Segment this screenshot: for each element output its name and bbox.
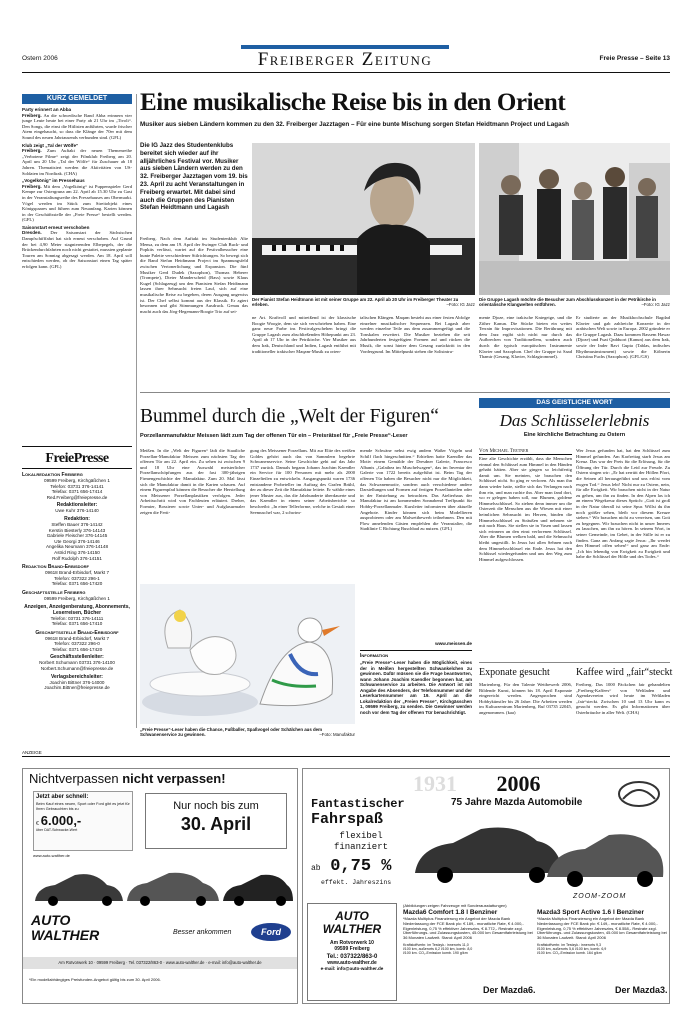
voucher-box	[33, 791, 133, 851]
imprint-line: Telefon: 037322 296-1	[54, 575, 100, 581]
imprint-line: 09618 Brand-Erbisdorf, Markt 7	[44, 635, 110, 641]
wort-subhead: Eine kirchliche Betrachtung zu Ostern	[523, 432, 626, 438]
photo-lagash	[479, 143, 670, 295]
auto-walther-logo: AUTO WALTHER	[31, 912, 100, 943]
zins-block: ab 0,75 %	[311, 857, 392, 876]
mazda-note: (Abbildungen zeigen Fahrzeuge mit Sonderausstattungen)	[403, 903, 507, 908]
mazda6-fuel: Kraftstoffverbr. im Testzyk.: innerorts 11,0 l/100 km, außerorts 6,2 l/100 km, komb. 8,0 l/100 km. CO₂-Emission komb. 190 g/km	[403, 942, 473, 956]
fantastischer: Fantastischer	[311, 797, 405, 811]
deadline-date: 30. April	[180, 814, 252, 834]
imprint	[22, 472, 132, 727]
mazda3-offer: Mazda3 Sport Active 1.6 l Benziner *Mazda Multiplus Finanzierung ein Angebot der Mazda Bank Niederlassung der FCE Bank plc: € 149,- monatliche Rate, € 4.000,- Eigenleistung, 0,75 % effektiver Jahreszins, € 8.558,- Restrate zzgl. Überführungs- und Zulassungskosten, 45.000 km Gesamtfahrleistung bei 36 Monaten Laufzeit. Stand: April 2006 Kraftstoffverbr. im Testzyk.: innerorts 9,3 l/100 km, außerorts 5,6 l/100 km, komb. 6,9 l/100 km. CO₂-Emission komb. 164 g/km	[537, 909, 667, 956]
nur-label: Nur noch bis zum	[173, 800, 259, 812]
article2-col3: mende Schwäne nebst ewig andern Waßer Vögeln und Schilf flach hingeschnitten.“ Erhielten hatte Kaendler das Motiv einem Gemälde der Dresdner Galerie, Francesco Albanis „Galathea im Muschelwagen“, das im Inventar der Galerie von 1722 bereits aufgeführt ist. Beim Tag der offenen Tür haben die Besucher nicht nur die Möglichkeit, das Schwanenmotiv, sondern auch verschiedene andere Darstellungen und Formen auf fertigen Porzellanteilen oder in der Entstehung zu betrachten. Das Atelierhaus der Manufaktur ist am kommenden Sonnabend Treffpunkt für Hobby-Porzellanmaler. Kursleiter informieren über aktuelle Angebote. Kinder können sich beim Modellieren ausprobieren oder am Malwettbewerb teilnehmen. Den mit Plow annelenden Gästen empfehlen die Veranstalter, die Stadtlinie C Richtung Buschbad zu nutzen. (GFL)	[360, 448, 472, 532]
article1-bottom-rule	[140, 392, 670, 393]
article2-subhead: Porzellanmanufaktur Meissen lädt zum Tag der offenen Tür ein – Preisrätsel für „Freie Presse“-Leser	[140, 433, 408, 439]
ad-label: ANZEIGE	[22, 750, 42, 755]
mazda-cars-icon	[409, 815, 665, 893]
imprint-heading: Anzeigen, Anzeigenberatung, Abonnements, Leserreisen, Bücher	[24, 603, 130, 616]
euro-symbol: €	[36, 821, 39, 827]
mazda-ad[interactable]	[302, 768, 670, 1004]
article1-lead: Die IG Jazz des Studentenklubs bereitet sich wieder auf ihr alljährliches Festival vor. Musiker aus sieben Ländern werden zu den 32. Freiberger Jazztagen vom 19. bis 23. April zu acht Veranstaltungen in Freiberg erwartet. Mit dabei sind auch die Gruppen des Pianisten Stefan Heidtmann und Lagash	[140, 142, 248, 212]
article1-subhead: Musiker aus sieben Ländern kommen zu den 32. Freiberger Jazztagen – Für eine bunte Mischung sorgen Stefan Heidtmann Project und Lagash	[140, 121, 569, 128]
imprint-line: Telefax: 0371 656-17410	[51, 621, 103, 627]
besser-ankommen: Besser ankommen	[173, 929, 232, 936]
photo-caption-heidtmann: Der Pianist Stefan Heidtmann ist mit seiner Gruppe am 22. April ab 20 Uhr im Freiberger Theater zu erleben. –Foto: IG Jazz	[252, 297, 475, 308]
walther-box: AUTO WALTHER Am Rotvorwerk 10 09599 Freiberg Tel.: 037322/863-0 www.auto-walther.de e-mail: info@auto-walther.de	[307, 903, 397, 1001]
fahrspass: Fahrspaß	[311, 811, 384, 828]
imprint-line: Uwe Kuhr 376-14140	[55, 508, 99, 514]
freie-presse-logo: FreiePresse	[45, 451, 109, 466]
ford-logo: Ford	[251, 923, 291, 941]
voucher-small2: über DAT-Schwacke-Wert	[36, 828, 78, 832]
kaffee-headline: Kaffee wird „fair“steckt	[576, 667, 673, 678]
imprint-line: Telefax: 0371 656-17414	[51, 489, 103, 495]
imprint-heading: Geschäftsstelle Brand-Erbisdorf	[35, 629, 119, 636]
imprint-rule	[22, 468, 132, 469]
imprint-line: Gabriele Fleischer 376-14145	[46, 533, 108, 539]
ford-ad[interactable]	[22, 768, 298, 1004]
imprint-line: 09599 Freiberg, Kirchgäßchen 1	[44, 595, 110, 601]
flexibel: flexibel finanziert	[333, 831, 388, 852]
masthead: Freiberger Zeitung	[257, 49, 433, 70]
imprint-heading: Verlagsbereichsleiter:	[51, 673, 103, 680]
article1-col1: Freiberg. Nach dem Auftakt im Studentenklub Alte Mensa, zu dem am 19. April der Swinger Club Buck- und Popkits verlässt, wartet auf die Festivalbesucher eine bunte Palette verschiedener Stilrichtungen. So bewegt sich die Band Stefan Heidtmann Project im Spannungsfeld zwischen Vertonerlichung und Expansion. Die fünf Musiker Gerd Dudek (Saxophon), Thomas Heberer (Trompete), Dieter Manderscheid (Bass) sowie Klaus Kugel (Schlagzeug) um den Pianisten Stefan Heidtmann lassen ihrer Sehnsucht freien Lauf, sich auf eine musikalische Reise zu begeben, deren Ausgang ungewiss ist. Der Chef selbst kommt aus der Klassik. Er agiert besonnen und gibt Stimmungen Ausdruck. Genau das macht auch das Jörg-Hegemann-Boogie Trio auf sei-	[140, 236, 248, 314]
exponate-text: Marienberg. Für den Talente Wettbewerb 2006, Bildende Kunst, können bis 18. April Exponate eingereicht werden. Angesprochen sind Hobbykünstler bis 26 Jahre. Die Arbeiten werden im Kulturzentrum Marienberg, Ruf 03735 22045, angenommen. (kaa)	[479, 682, 572, 715]
ad-footnote: *Ein modellabhängiges Preisfunden-Angebot gültig bis zum 30. April 2006.	[29, 977, 161, 982]
mazda3-fuel: Kraftstoffverbr. im Testzyk.: innerorts 9,3 l/100 km, außerorts 5,6 l/100 km, komb. 6,9 l/100 km. CO₂-Emission komb. 164 g/km	[537, 942, 607, 956]
info-rule	[360, 650, 472, 651]
imprint-line: Norbert Schumann 03731 376-14100	[39, 660, 115, 666]
kaffee-text: Freiberg. Das 1000 Päckchen fair gehandelten „Freiberg-Kaffees“ von Weltladen und Agendavereirn wird heute im Weltladen „fair“steckt. Zwischen 10 und 13 Uhr kann es gesucht werden. Es gibt Informationen über Osterbräuche in aller Welt. (CHA)	[576, 682, 670, 715]
imprint-top-rule	[22, 446, 132, 447]
wort-bottom-rule	[479, 662, 670, 663]
imprint-line: Astrid Ring 376-14150	[54, 549, 100, 555]
imprint-heading: Geschäftsstelle Freiberg	[22, 589, 86, 596]
photo-porcelain	[140, 584, 355, 724]
voucher-small: Beim Kauf eines neuen, Sport oder Ford gibt es jetzt für Ihren Gebrauchten bis zu	[36, 802, 130, 811]
exponate-headline: Exponate gesucht	[479, 667, 550, 678]
wort-headline: Das Schlüsselerlebnis	[499, 411, 650, 430]
article1-col2: ne Art. Kraftvoll und mitreißend ist der klassische Boogie Woogie, dem sie sich verschrieben haben. Eine ganz neue Farbe ins Festivalgeschehen bringt die Gruppe Lagash zum abschließenden Höhepunkt am 23. April ab 17 Uhr in der Petrikirche. Vier Musiker aus dem Irak, Deutschland und Indien, Lagash entführt mit traditioneller irakischer Maqam-Musik zu orien-	[252, 315, 356, 354]
jubilee-text: 75 Jahre Mazda Automobile	[451, 797, 583, 808]
imprint-line: 09618 Brand-Erbisdorf, Markt 7	[44, 570, 110, 576]
kurz-item: Party erinnert an Abba Freiberg. An die schwedische Band Abba erinnern vier junge Leute heute bei einer Party ab 21 Uhr im „Tivoli“. Den Songs, die einst die Hitlisten anführten, wurde frischer Atem eingehaucht, so dass die Klänge der 70er mit dem Sound des neuen Jahrtausends verbunden sind. (GFL)	[22, 107, 132, 140]
imprint-line: Rolf Rudolph 376-14151	[52, 555, 102, 561]
imprint-line: Telefon: 03731 376-14141	[50, 483, 104, 489]
kurz-gemeldet-title: KURZ GEMELDET	[22, 94, 132, 104]
walther-addr1: Am Rotvorwerk 10	[330, 940, 374, 946]
mazda6-brand: Der Mazda6.	[483, 985, 536, 995]
wort-author: Von Michael Teetner	[479, 448, 572, 455]
voucher-amount: € 6.000,-	[36, 813, 82, 828]
deadline-box	[145, 793, 287, 849]
meissen-url[interactable]: www.meissen.de	[435, 641, 472, 646]
geistliche-wort-kicker: DAS GEISTLICHE WORT	[479, 398, 670, 408]
ford-ad-headline: Nichtverpassen nicht verpassen!	[29, 771, 226, 786]
kurz-gemeldet-list	[22, 107, 132, 452]
kurz-item: Klub zeigt „Tal der Wölfe“ Freiberg. Zum Auftakt der neuen Themenreihe „Verbotene Filme“ zeigt der Filmklub Freiberg am 20. April um 20 Uhr „Tal der Wölfe“ für Zuschauer ab 18 Jahren. Thematisiert werden die Aktivitäten von US-Soldaten im Nordirak. (CHA)	[22, 142, 132, 176]
wort-col2: Wer Jesus gefunden hat, hat den Schlüssel zum Himmel gefunden. Am Karfreitag starb Jesus am Kreuz. Das war der Preis für die Erlösung, für die Öffnung der Tür. Durch die Leid zur Freude. Zu Ostern singen wir: „Er hat zerrütt der Höllen Pfort, die Seinen all herausgeführt und uns erlöst vom ewgen Tod.“ Jesus lebt! Nicht nur zu Ostern, nein, für alle Ewigkeit. Wir brauchen nicht in der Natur zu gehen, um ihn zu finden. In den Alpen las ich an einem Wegekreuz dieses Sprüch: „Gott ist groß in der Natur überall ist seine Spur. Willst du ihn noch größer sehen, bleib vor diesem Kreuze stehen.“ Wir brauchen nicht zu verreisen, um Gott zu begegnen. Wir brauchen nicht in unser Inneres zu lauschen, um ihn zu hören. In seinem Wort, in seiner Gemeinde, im Gebet, in der Stille ist er zu finden. Ganz am Anfang sagte Jesus: „Ihr werdet den Himmel offen sehen!“ und ganz am Ende: „Ich bin lebendig von Ewigkeit zu Ewigkeit und habe die Schlüssel der Hölle und des Todes.“	[576, 448, 670, 560]
band-photo-icon	[479, 143, 670, 295]
porcelain-figure-icon	[140, 584, 355, 724]
imprint-heading: Lokalredaktion Freiberg	[22, 472, 83, 478]
imprint-line: Norbert.Schumann@freiepresse.de	[40, 666, 114, 672]
walther-web[interactable]: www.auto-walther.de	[327, 960, 377, 966]
header-rule	[22, 72, 670, 73]
edition-date: Ostern 2006	[22, 55, 58, 62]
kurz-item: Saisonstart erneut verschoben Dresden. Der Saisonstart der Sächsischen Dampfschifffahrt hat sich erneut verschoben. Auf Grund der bei 4,90 Meter stagnierenden Elbepegels, der die Brückendurchfahrten noch nicht gestattet, mussten geplante Touren am Sonntag abgesagt werden. Am 18. April soll entschieden werden, ob der Saisonstart einen Tag später erfolgen kann. (GFL)	[22, 224, 132, 270]
walther-mail[interactable]: e-mail: info@auto-walther.de	[320, 966, 384, 971]
article1-col4: mente Djoze, eine irakische Kniegeige, und die Zither Kanun. Die Stücke bieten ein weites Terrain für Improvisationen. Die Berührung mit dem Jazz ergibt sich nicht nur durch das Aufbrechen von Traditionellem, sondern auch durch die typisch europäischen Instrumente Klavier und Saxophon. Chef der Gruppe ist Saad Thamir (Gesang, Klavier, Schlagtrommel).	[479, 315, 572, 360]
photo-heidtmann	[252, 143, 475, 295]
imprint-heading: Redaktion:	[64, 515, 90, 522]
mazda3-brand: Der Mazda3.	[615, 985, 668, 995]
article1-col3: talischen Klängen. Maqam besteht aus einer festen Abfolge einzelner musikalischer Sequenzen. Bei Lagash aber werden einzelne Teile aus dem zusammengefügt und die Tonskalen erweitert. Die Musiker beziehen die seit Jahrhunderten festgefügten Formen auf und rücken die Musik, die sonst hinter dem Gesang zurücktritt in den Vordergrund. Im Mittelpunkt stehen die Solisintru-	[360, 315, 470, 354]
imprint-heading: Redaktion Brand-Erbisdorf	[22, 564, 89, 571]
jetzt-label: Jetzt aber schnell:	[36, 794, 89, 800]
imprint-line: Steffen Bauer 376-14142	[51, 521, 103, 527]
photo-caption-lagash: Die Gruppe Lagash möchte die Besucher zum Abschlusskonzert in der Petrikirche in orientalische Klangwelten entführen. –Foto: IG Jazz	[479, 297, 670, 308]
pianist-photo-icon	[252, 143, 475, 295]
article2-col1: Meißen. In die „Welt der Figuren“ lädt die Staatliche Porzellan-Manufaktur Meissen zum nächsten Tag der offenen Tür am 22. April ein. Zu sehen ist zwischen 9 und 18 Uhr eine Auswahl meisterlicher Porzellanschöpfungen aus der fast 300-jährigen Firmengeschichte der Manufaktur. Zum 20. Mal lässt sich die Manufaktur damit in die Karten schauen. Auf einem Figurenpfad können die Besucher die Herstellung von Meissener Porzellanplastiken verfolgen. Jeder Arbeitsschritt wird von Fachleuten erläutert. Dreher, Formier, Bossierer sowie Unter- und Aufglasurmaler zeigen die Ferti-	[140, 448, 245, 515]
imprint-line: 09599 Freiberg, Kirchgäßchen 1	[44, 478, 110, 483]
article1-headline: Eine musikalische Reise bis in den Orient	[140, 89, 566, 116]
imprint-line: Kerstin Biesterly 376-14143	[48, 527, 106, 533]
mazda6-offer: Mazda6 Comfort 1.8 l Benziner *Mazda Multiplus Finanzierung ein Angebot der Mazda Bank Niederlassung der FCE Bank plc: € 189,- monatliche Rate, € 4.000,- Eigenleistung, 0,75 % effektiver Jahreszins, € 8.772,- Restrate zzgl. Überführungs- und Zulassungskosten, 45.000 km Gesamtfahrleistung bei 36 Monaten Laufzeit. Stand: April 2006 Kraftstoffverbr. im Testzyk.: innerorts 11,0 l/100 km, außerorts 6,2 l/100 km, komb. 8,0 l/100 km. CO₂-Emission komb. 190 g/km	[403, 909, 533, 956]
imprint-line: Telefon: 03731 376-14111	[50, 615, 104, 621]
mazda-logo	[615, 779, 663, 809]
ford-cars-icon	[31, 863, 293, 907]
imprint-line: Ute Georgi 376-14146	[54, 538, 100, 544]
info-text: „Freie Presse“-Leser haben die Möglichkeit, eines der in Meißen hergestellten Schwankelchen zu gewinnen. Dafür müssen sie die Frage beantworten, wann Johann Joachim Kaendler begonnen hat, am Schwanenservice zu arbeiten. Die Antwort ist mit Angabe des Absenders, der Telefonnummer und der Leserkartennummer am 19. April an die Lokalredaktion der „Freien Presse“, Kirchgässchen 1, 09599 Freiberg, zu senden. Die Gewinner werden noch vor dem Tag der offenen Tür benachrichtigt.	[360, 660, 472, 715]
imprint-line: Joachim.Bittner@freiepresse.de	[44, 685, 110, 691]
jubilee-years: 1931 2006	[413, 771, 541, 796]
walther-tel: Tel.: 037322/863-0	[326, 954, 378, 960]
mazda-logo-icon	[615, 779, 663, 809]
mazda6-text: *Mazda Multiplus Finanzierung ein Angebot der Mazda Bank Niederlassung der FCE Bank plc: € 189,- monatliche Rate, € 4.000,- Eigenleistung, 0,75 % effektiver Jahreszins, € 8.772,- Restrate zzgl. Überführungs- und Zulassungskosten, 45.000 km Gesamtfahrleistung bei 36 Monaten Laufzeit. Stand: April 2006	[403, 916, 533, 941]
article1-col5: Er studierte an der Musikhochschule Bagdad Klavier und gab zahlreiche Konzerte in der arabischen Welt sowie in Europa. 2002 gründete er die Gruppe Lagash. Dazu kommen Bassem Hawar (Djoze) und Fuat Qadduori (Kanun) aus dem Irak, sowie der Inder Ravi Gupta (Tablas, indisches Rhythmusinstrument) sowie die Kölnerin Christina Fuchs (Saxophon). (GFL/GS)	[576, 315, 670, 360]
ad-rule	[22, 756, 670, 757]
info-title: Information	[360, 653, 389, 659]
wort-col1: Eine alte Geschichte erzählt, dass die Menschen einmal den Schlüssel zum Himmel in den Händen gehabt hätten. Aber sie gingen so leichtfertig damit um. Sie meinten, sie brauchen den Schlüssel nicht. So ging er verloren. Als man ihn dann wieder hatte, stellte sich das Verlangen nach ihm ein, und man ruchte ihn. Aber man fand dort, wo er gelegen haben soll, nur Blumen, goldene Himmelsschlüssel. So ziehen denn immer um die Osterzeit die Menschen aus die Wiesen mit einer heimlichen Sehnsucht im Herzen, binden die Himmelsschlüssel zu Sträußen und nehmen sie mit nach Haus. Sie stellen sie in Vasen und lassen sich erinnern an den einst verlorenen Schlüssel. Aber die Blumen welken bald, und die Sehnsucht bleibt ungestillt. In Jesus hat allen Sehnen nach dem Himmelsschlüssel ein Ende. Jesus hat den Schlüssel wiedergefunden und uns den Weg zum Himmel aufgeschlossen.	[479, 456, 572, 562]
imprint-line: Telefax: 0371 656-17420	[51, 581, 103, 587]
zoom-zoom: ZOOM-ZOOM	[573, 893, 627, 900]
walther-address-bar: Am Rotvorwerk 10 · 09599 Freiberg · Tel. 037322/863-0 · www.auto-walther.de · e-mail: info@auto-walther.de	[23, 957, 297, 969]
walther-url[interactable]: www.auto-walther.de	[33, 853, 70, 858]
imprint-line: Angelika Neumann 376-14148	[45, 544, 109, 550]
imprint-heading: Redaktionsleiter:	[56, 502, 98, 509]
imprint-line: Joachim Bittner 376-14000	[49, 679, 105, 685]
article2-col2: gung des Meissener Porzellans. Mit zur Elite des weißen Goldes gehört auch das von Sammlern begehrte Schwanenservice. Seine Geschichte geht auf das Jahr 1737 zurück. Damals begann Johann Joachim Kaendler ein Service für 100 Personen mit mehr als 2000 Einzelteilen zu entwickeln. Ausgangspunkt waren 1736 entstandene Probeteller im Auftrag des Grafen Brühl, der zu dieser Zeit die Manufaktur leitete. Er wählte eines jener Muster aus, das die Jahrhunderte überdauerte und das Kaendler in einem seiner Arbeitsberichte so beschreibt: „In einer Tellerforme, welche in Gestalt einer Seemuschel war, 2 schwim-	[250, 448, 355, 515]
walther-addr2: 09599 Freiberg	[334, 946, 370, 952]
mazda3-text: *Mazda Multiplus Finanzierung ein Angebot der Mazda Bank Niederlassung der FCE Bank plc: € 149,- monatliche Rate, € 4.000,- Eigenleistung, 0,75 % effektiver Jahreszins, € 8.558,- Restrate zzgl. Überführungs- und Zulassungskosten, 45.000 km Gesamtfahrleistung bei 36 Monaten Laufzeit. Stand: April 2006	[537, 916, 667, 941]
kurz-item: „Vogelkönig“ im Pressehaus Freiberg. Mit dem „Vogelkönig“ ist Puppenspieler Gerd Kempe zur Ostergrunа am 22. April ab 15.30 Uhr zu Gast in der Veranstaltungsreihe des Pressehauses am Obermarkt. Vögel werden im Stück zum Streitobjekt eines Königspaares und führen zum Neuanfang. Karten können in der Geschäftsstelle der „Freie Presse“ bestellt werden. (GFL)	[22, 178, 132, 223]
imprint-line: Telefax: 0371 656-17420	[51, 646, 103, 652]
photo-caption-porcelain: „Freie Presse“-Leser haben die Chance, Fußballer, Spaßvogel oder Schälchen aus dem Schwanenservice zu gewinnen. –Foto: Manufaktur	[140, 727, 355, 738]
imprint-line: Red.Freiberg@freiepresse.de	[46, 494, 108, 500]
sidebar-divider	[136, 94, 137, 728]
page-number: Freie Presse – Seite 13	[599, 55, 670, 62]
article2-headline: Bummel durch die „Welt der Figuren“	[140, 406, 439, 427]
imprint-heading: Geschäftsstellenleiter:	[50, 654, 104, 661]
imprint-line: Telefon: 037322 296-0	[54, 641, 100, 647]
zins-label: effekt. Jahreszins	[321, 879, 392, 886]
